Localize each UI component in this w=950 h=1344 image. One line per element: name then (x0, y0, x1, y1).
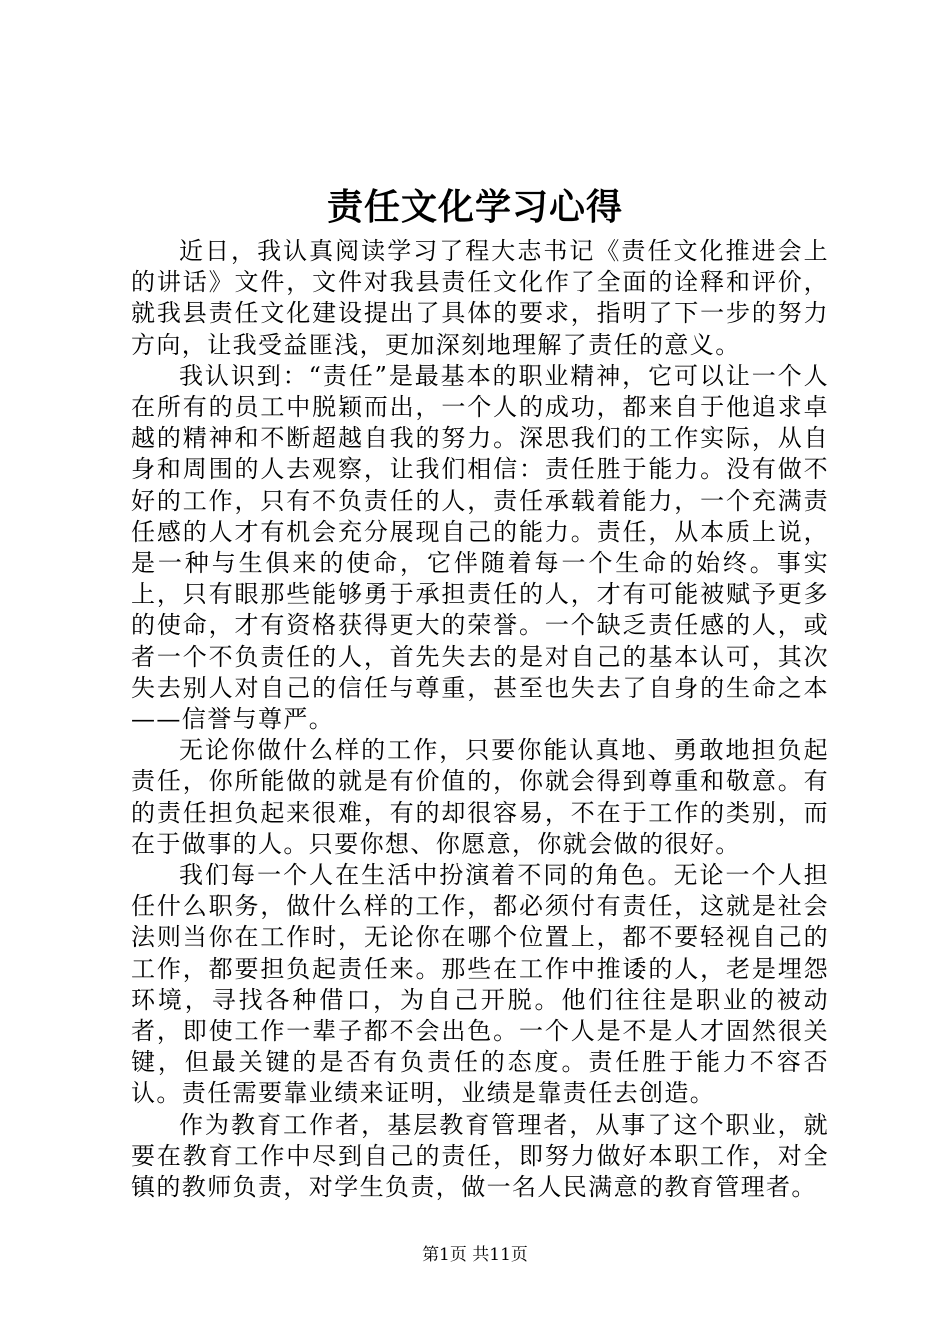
paragraph-5: 作为教育工作者，基层教育管理者，从事了这个职业，就要在教育工作中尽到自己的责任，即努力做好本职工作，对全镇的教师负责，对学生负责，做一名人民满意的教育管理者。 (131, 1110, 829, 1202)
paragraph-3: 无论你做什么样的工作，只要你能认真地、勇敢地担负起责任，你所能做的就是有价值的，你就会得到尊重和敬意。有的责任担负起来很难，有的却很容易，不在于工作的类别，而在于做事的人。只要你想、你愿意，你就会做的很好。 (131, 736, 829, 858)
document-title: 责任文化学习心得 (326, 186, 623, 228)
paragraph-1: 近日，我认真阅读学习了程大志书记《责任文化推进会上的讲话》文件，文件对我县责任文化作了全面的诠释和评价，就我县责任文化建设提出了具体的要求，指明了下一步的努力方向，让我受益匪浅，更加深刻地理解了责任的意义。 (131, 237, 829, 359)
paragraph-2: 我认识到：“责任”是最基本的职业精神，它可以让一个人在所有的员工中脱颖而出，一个人的成功，都来自于他追求卓越的精神和不断超越自我的努力。深思我们的工作实际，从自身和周围的人去观察，让我们相信：责任胜于能力。没有做不好的工作，只有不负责任的人，责任承载着能力，一个充满责任感的人才有机会充分展现自己的能力。责任，从本质上说，是一种与生俱来的使命，它伴随着每一个生命的始终。事实上，只有眼那些能够勇于承担责任的人，才有可能被赋予更多的使命，才有资格获得更大的荣誉。一个缺乏责任感的人，或者一个不负责任的人，首先失去的是对自己的基本认可，其次失去别人对自己的信任与尊重，甚至也失去了自身的生命之本——信誉与尊严。 (131, 361, 829, 734)
page-number-footer: 第1页 共11页 (422, 1245, 528, 1265)
paragraph-4: 我们每一个人在生活中扮演着不同的角色。无论一个人担任什么职务，做什么样的工作，都必须付有责任，这就是社会法则当你在工作时，无论你在哪个位置上，都不要轻视自己的工作，都要担负起责任来。那些在工作中推诿的人，老是埋怨环境，寻找各种借口，为自己开脱。他们往往是职业的被动者，即使工作一辈子都不会出色。一个人是不是人才固然很关键，但最关键的是否有负责任的态度。责任胜于能力不容否认。责任需要靠业绩来证明，业绩是靠责任去创造。 (131, 861, 829, 1108)
document-body (131, 236, 829, 1203)
